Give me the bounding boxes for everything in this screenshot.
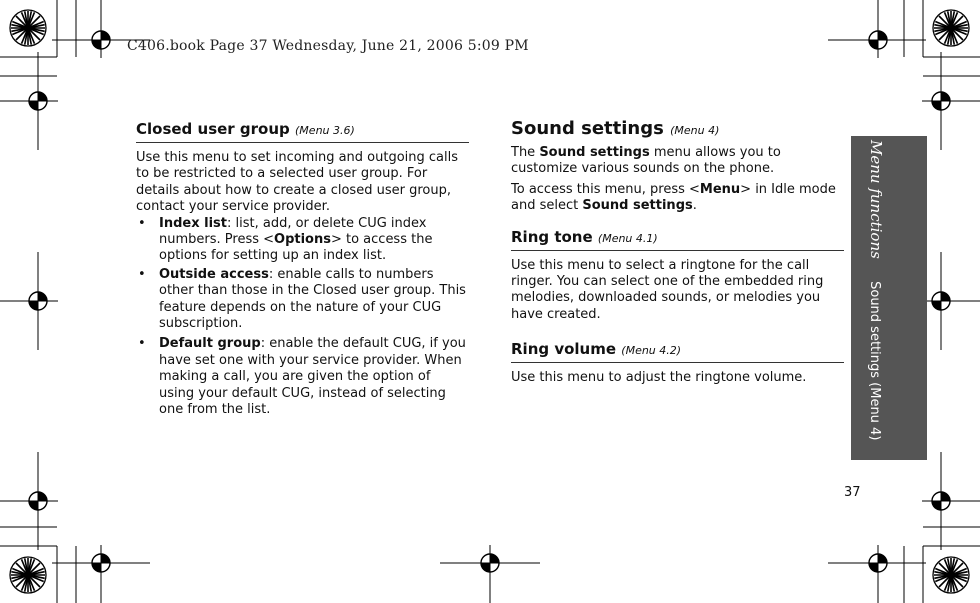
left-column [136, 120, 469, 419]
sound-settings-access: To access this menu, press <Menu> in Idle mode and select Sound settings. [511, 181, 836, 214]
ring-volume-heading: Ring volume (Menu 4.2) [511, 340, 682, 359]
closed-user-group-intro: Use this menu to set incoming and outgoing calls to be restricted to a selected user group. For details about how to create a closed user group, contact your service provider. [136, 150, 459, 215]
side-tab-label [865, 140, 885, 456]
ring-tone-rule [511, 250, 844, 251]
right-column [511, 118, 844, 387]
ring-volume-rule [511, 362, 844, 363]
bullet-default-group: • Default group: enable the default CUG, if you have set one with your service provider. When making a call, you are given the option of using your default CUG, instead of selecting one from the list. [138, 336, 466, 418]
side-tab-section: Menu functions [867, 140, 885, 259]
ring-tone-heading: Ring tone (Menu 4.1) [511, 227, 658, 246]
ring-volume-text: Use this menu to adjust the ringtone volume. [511, 370, 807, 386]
page-number: 37 [844, 485, 861, 500]
sound-settings-intro: The Sound settings menu allows you to customize various sounds on the phone. [511, 145, 781, 177]
heading-rule [136, 142, 469, 143]
print-header: C406.book Page 37 Wednesday, June 21, 2006 5:09 PM [127, 38, 529, 54]
section-side-tab [851, 136, 927, 460]
closed-user-group-heading: Closed user group (Menu 3.6) [136, 120, 355, 138]
ring-tone-text: Use this menu to select a ringtone for the call ringer. You can select one of the embedded ring melodies, downloaded sounds, or melodies you have created. [511, 257, 824, 322]
bullet-index-list: • Index list: list, add, or delete CUG index numbers. Press <Options> to access the options for setting up an index list. [138, 215, 433, 264]
bullet-outside-access: • Outside access: enable calls to numbers other than those in the Closed user group. This feature depends on the nature of your CUG subscription. [138, 266, 466, 332]
side-tab-subsection: Sound settings (Menu 4) [867, 281, 882, 441]
sound-settings-heading: Sound settings (Menu 4) [511, 118, 720, 139]
